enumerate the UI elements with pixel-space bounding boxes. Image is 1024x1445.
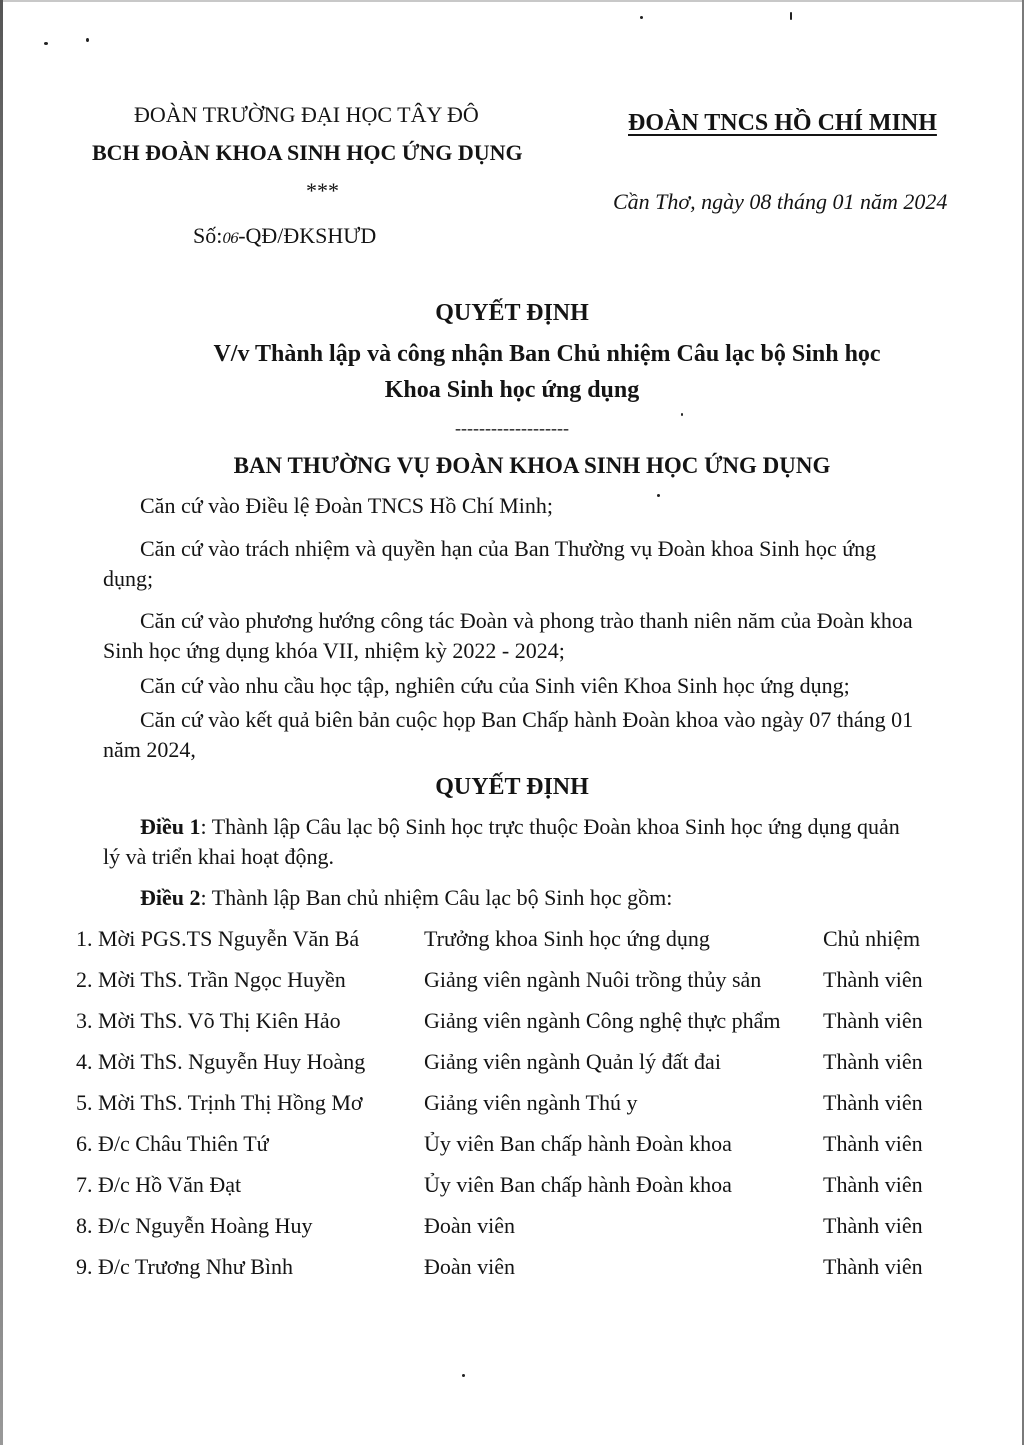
document-number: [193, 223, 376, 249]
member-role: Thành viên: [823, 1008, 923, 1033]
ground-item: Căn cứ vào kết quả biên bản cuộc họp Ban Chấp hành Đoàn khoa vào ngày 07 tháng 01 năm 2024,: [103, 707, 914, 762]
org-parent-name: ĐOÀN TRƯỜNG ĐẠI HỌC TÂY ĐÔ: [134, 102, 479, 127]
ground-item: Căn cứ vào Điều lệ Đoàn TNCS Hồ Chí Minh;: [140, 493, 553, 518]
member-position: Ủy viên Ban chấp hành Đoàn khoa: [424, 1172, 732, 1197]
member-position: Giảng viên ngành Quản lý đất đai: [424, 1049, 721, 1074]
ground-item: Căn cứ vào phương hướng công tác Đoàn và phong trào thanh niên năm của Đoàn khoa Sinh học ứng dụng khóa VII, nhiệm kỳ 2022 - 2024;: [103, 608, 913, 663]
member-row: [76, 926, 956, 958]
article-2-label: Điều 2: [140, 885, 201, 910]
article-2: [103, 883, 921, 913]
scan-speck: [640, 16, 643, 19]
member-position: Giảng viên ngành Công nghệ thực phẩm: [424, 1008, 781, 1033]
member-role: Thành viên: [823, 1254, 923, 1279]
decision-subject-line1: V/v Thành lập và công nhận Ban Chủ nhiệm Câu lạc bộ Sinh học: [213, 341, 881, 367]
header-stars: ***: [306, 178, 339, 203]
member-position: Đoàn viên: [424, 1213, 516, 1238]
place-date: Cần Thơ, ngày 08 tháng 01 năm 2024: [613, 189, 948, 214]
member-role: Thành viên: [823, 1049, 923, 1074]
member-role: Thành viên: [823, 1213, 923, 1238]
member-row: [76, 1049, 956, 1081]
member-row: [76, 1008, 956, 1040]
member-role: Thành viên: [823, 967, 923, 992]
member-position: Giảng viên ngành Thú y: [424, 1090, 638, 1115]
member-name: 2. Mời ThS. Trần Ngọc Huyền: [76, 967, 346, 992]
member-role: Thành viên: [823, 1172, 923, 1197]
title-divider: -------------------: [455, 418, 569, 438]
member-name: 6. Đ/c Châu Thiên Tứ: [76, 1131, 269, 1156]
member-position: Đoàn viên: [424, 1254, 516, 1279]
member-name: 3. Mời ThS. Võ Thị Kiên Hảo: [76, 1008, 341, 1033]
scan-speck: [44, 42, 48, 45]
ground-item: Căn cứ vào nhu cầu học tập, nghiên cứu của Sinh viên Khoa Sinh học ứng dụng;: [140, 673, 850, 698]
member-name: 7. Đ/c Hồ Văn Đạt: [76, 1172, 242, 1197]
document-number-label: Số:: [193, 223, 223, 248]
member-row: [76, 1254, 956, 1286]
member-row: [76, 1213, 956, 1245]
org-unit-name: BCH ĐOÀN KHOA SINH HỌC ỨNG DỤNG: [92, 140, 523, 165]
article-2-text: : Thành lập Ban chủ nhiệm Câu lạc bộ Sinh học gồm:: [200, 885, 673, 910]
scan-edge-top: [0, 0, 1024, 2]
member-name: 9. Đ/c Trương Như Bình: [76, 1254, 294, 1279]
member-row: [76, 1090, 956, 1122]
member-row: [76, 967, 956, 999]
member-role: Chủ nhiệm: [823, 926, 921, 951]
scan-speck: [86, 38, 89, 42]
scan-speck: [462, 1374, 465, 1377]
member-name: 1. Mời PGS.TS Nguyễn Văn Bá: [76, 926, 360, 951]
article-1-label: Điều 1: [140, 814, 201, 839]
member-name: 4. Mời ThS. Nguyễn Huy Hoàng: [76, 1049, 366, 1074]
member-name: 5. Mời ThS. Trịnh Thị Hồng Mơ: [76, 1090, 363, 1115]
member-row: [76, 1172, 956, 1204]
scan-speck: [790, 12, 792, 20]
article-1-text: : Thành lập Câu lạc bộ Sinh học trực thuộc Đoàn khoa Sinh học ứng dụng quản lý và triển khai hoạt động.: [103, 814, 900, 869]
scan-edge-left: [0, 0, 3, 1445]
decision-title: QUYẾT ĐỊNH: [435, 300, 589, 326]
document-number-suffix: -QĐ/ĐKSHƯD: [238, 223, 377, 248]
article-1: [103, 812, 921, 872]
member-position: Giảng viên ngành Nuôi trồng thủy sản: [424, 967, 762, 992]
member-role: Thành viên: [823, 1090, 923, 1115]
member-position: Ủy viên Ban chấp hành Đoàn khoa: [424, 1131, 732, 1156]
member-name: 8. Đ/c Nguyễn Hoàng Huy: [76, 1213, 313, 1238]
scan-speck: [681, 413, 683, 416]
ground-item: Căn cứ vào trách nhiệm và quyền hạn của Ban Thường vụ Đoàn khoa Sinh học ứng dụng;: [103, 536, 877, 591]
decision-heading: QUYẾT ĐỊNH: [435, 774, 589, 800]
member-role: Thành viên: [823, 1131, 923, 1156]
issuer-heading: BAN THƯỜNG VỤ ĐOÀN KHOA SINH HỌC ỨNG DỤNG: [233, 453, 831, 478]
decision-subject-line2: Khoa Sinh học ứng dụng: [384, 377, 640, 403]
member-row: [76, 1131, 956, 1163]
member-position: Trưởng khoa Sinh học ứng dụng: [424, 926, 710, 951]
document-number-handwritten: 06: [222, 231, 239, 247]
union-name: ĐOÀN TNCS HỒ CHÍ MINH: [628, 110, 937, 136]
